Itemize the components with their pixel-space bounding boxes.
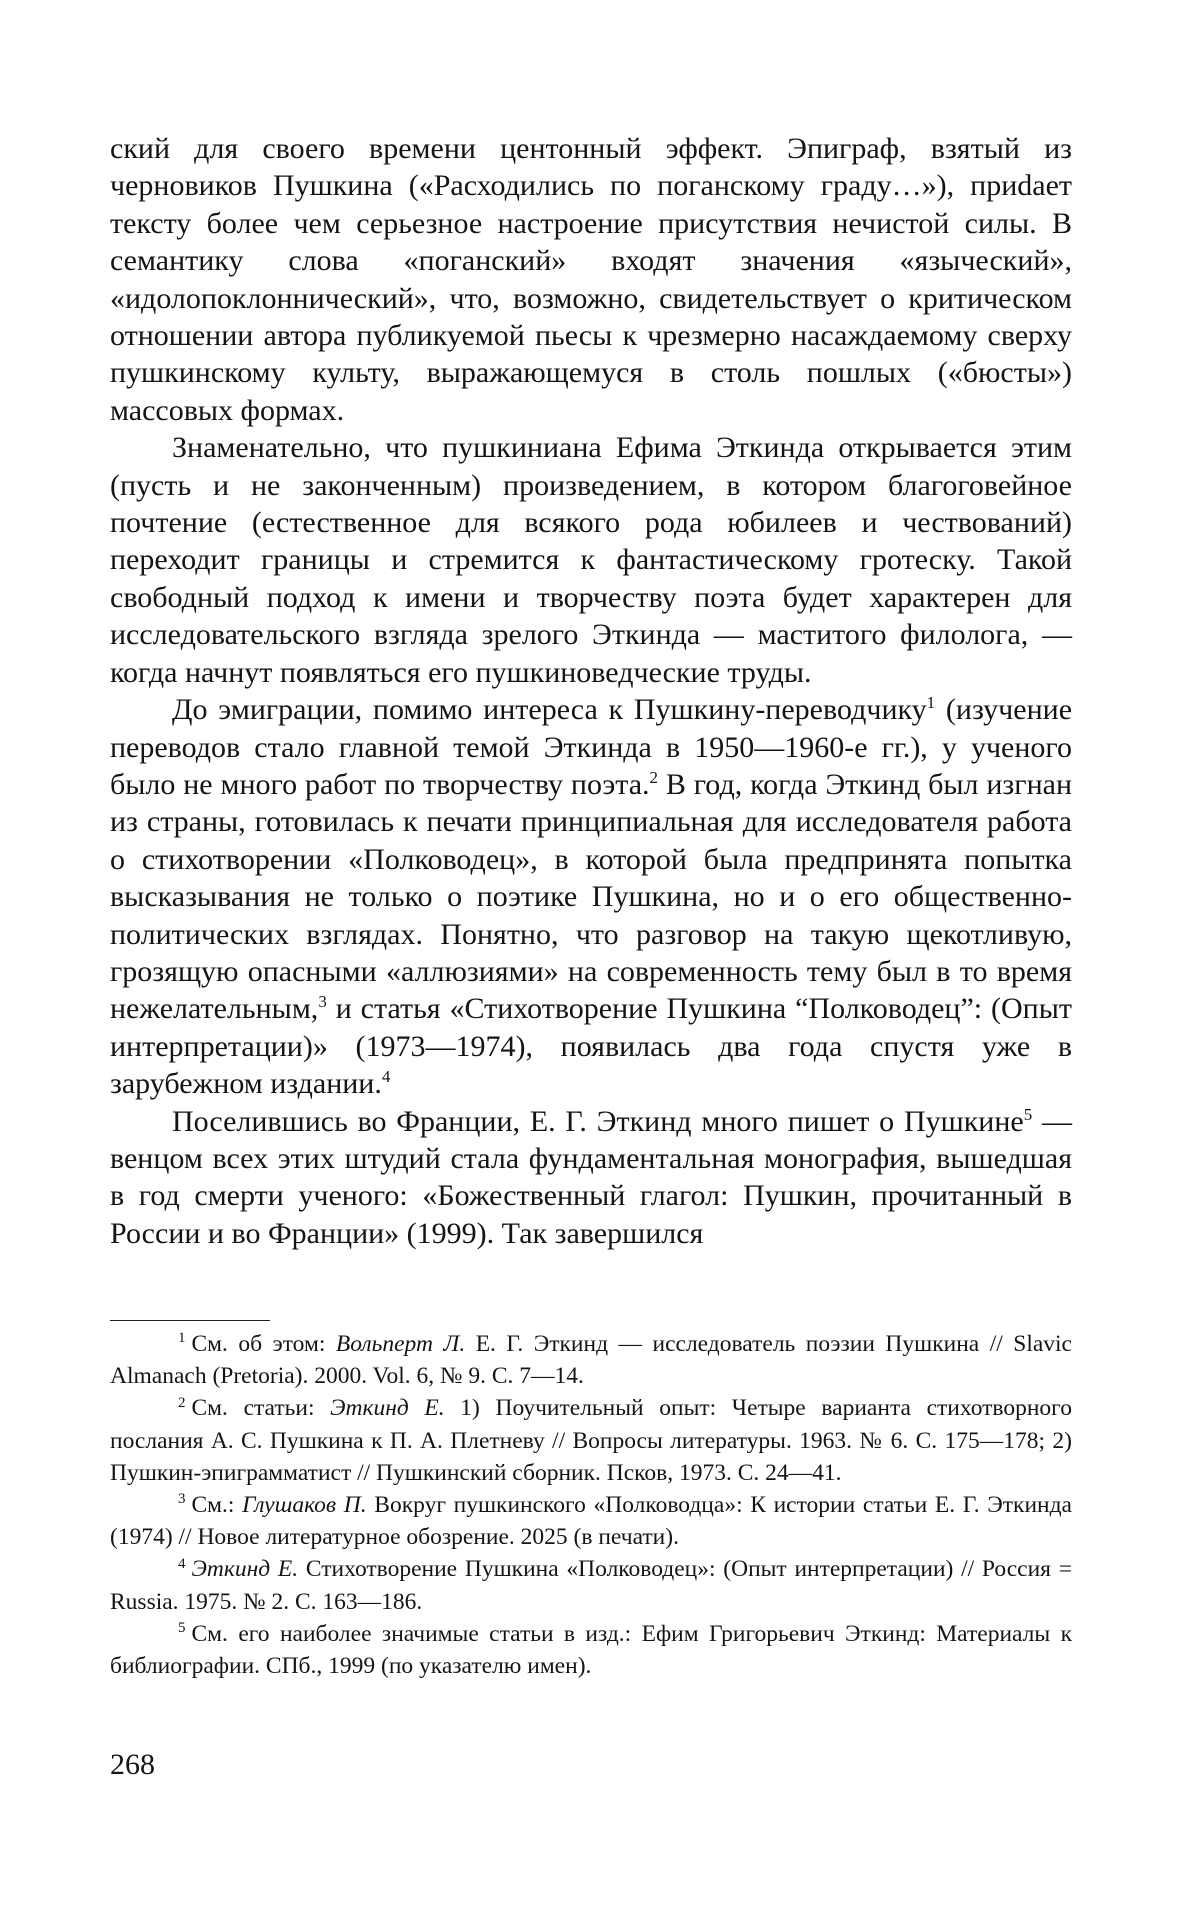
footnote-5 — [110, 1618, 1072, 1682]
footnote-ref-4[interactable]: 4 — [381, 1067, 391, 1087]
footnotes — [110, 1328, 1072, 1682]
footnote-text: Вокруг пушкинского «Полководца»: К истории статьи Е. Г. Эткинда (1974) // Новое литературное обозрение. 2025 (в печати). — [110, 1492, 1072, 1551]
footnote-text: См. статьи: — [191, 1395, 331, 1422]
footnote-divider — [110, 1320, 270, 1321]
footnote-number: 1 — [178, 1330, 186, 1347]
main-text — [110, 130, 1072, 1252]
footnote-2 — [110, 1392, 1072, 1489]
footnote-text: Е. Г. Эткинд — исследователь поэзии Пушкина // Slavic Almanach (Pretoria). 2000. Vol. 6, № 9. С. 7—14. — [110, 1331, 1072, 1390]
footnote-text: См. его наиболее значимые статьи в изд.: Ефим Григорьевич Эткинд: Материалы к библиографии. СПб., 1999 (по указателю имен). — [110, 1620, 1072, 1680]
paragraph-3-text-c: В год, когда Эткинд был изгнан из страны, готовилась к печати принципиальная для исследователя работа о стихотворении «Полководец», в которой была предпринята попытка высказывания не только о поэтике Пушкина, но и о его общественно-политических взглядах. Понятно, что разговор на такую щекотливую, грозящую опасными «аллюзиями» на современность тему был в то время нежелательным, — [110, 767, 1072, 1026]
footnote-number: 4 — [178, 1555, 186, 1572]
footnote-1 — [110, 1328, 1072, 1392]
paragraph-3-text-b: (изучение переводов стало главной темой Эткинда в 1950—1960-е гг.), у ученого было не много работ по творчеству поэта. — [110, 693, 1073, 801]
footnote-ref-1[interactable]: 1 — [926, 693, 936, 713]
footnote-3 — [110, 1489, 1072, 1553]
footnote-text: См.: — [191, 1492, 243, 1519]
footnote-text: См. об этом: — [191, 1331, 336, 1357]
page-number: 268 — [110, 1748, 155, 1781]
footnote-author: Глушаков П. — [242, 1492, 367, 1519]
footnote-ref-2[interactable]: 2 — [649, 767, 659, 787]
footnote-4 — [110, 1553, 1072, 1617]
footnote-ref-5[interactable]: 5 — [1023, 1104, 1033, 1124]
footnote-ref-3[interactable]: 3 — [318, 992, 327, 1012]
footnote-number: 5 — [178, 1620, 186, 1636]
paragraph-1: ский для своего времени центонный эффект. Эпиграф, взятый из черновиков Пушкина («Расходились по поганскому граду…»), приdает тексту более чем серьезное настроение присутствия нечистой силы. В семантику слова «поганский» входят значения «языческий», «идолопоклоннический», что, возможно, свидетельствует о критическом отношении автора публикуемой пьесы к чрезмерно насаждаемому сверху пушкинскому культу, выражающемуся в столь пошлых («бюсты») массовых формах. — [110, 132, 1072, 427]
footnote-number: 2 — [178, 1394, 186, 1411]
footnote-author: Эткинд Е. — [330, 1395, 445, 1422]
paragraph-2: Знаменательно, что пушкиниана Ефима Эткинда открывается этим (пусть и не законченным) произведением, в котором благоговейное почтение (естественное для всякого рода юбилеев и чествований) переходит границы и стремится к фантастическому гротеску. Такой свободный подход к имени и творчеству поэта будет характерен для исследовательского взгляда зрелого Эткинда — маститого филолога, — когда начнут появляться его пушкиноведческие труды. — [110, 431, 1072, 689]
footnote-text: Стихотворение Пушкина «Полководец»: (Опыт интерпретации) // Россия = Russia. 1975. № 2. С. 163—186. — [110, 1556, 1072, 1615]
paragraph-3-text-a: До эмиграции, помимо интереса к Пушкину-переводчику — [172, 693, 927, 727]
footnote-text: 1) Поучительный опыт: Четыре варианта стихотворного послания А. С. Пушкина к П. А. Плетневу // Вопросы литературы. 1963. № 6. С. 175—178; 2) Пушкин-эпиграмматист // Пушкинский сборник. Псков, 1973. С. 24—41. — [110, 1395, 1072, 1486]
paragraph-3 — [110, 691, 1072, 1102]
paragraph-4-text-a: Поселившись во Франции, Е. Г. Эткинд много пишет о Пушкине — [172, 1104, 1024, 1138]
paragraph-3-text-d: и статья «Стихотворение Пушкина “Полководец”: (Опыт интерпретации)» (1973—1974), появилась два года спустя уже в зарубежном издании. — [110, 992, 1072, 1101]
footnote-author: Эткинд Е. — [191, 1556, 299, 1583]
paragraph-4-text-b: — венцом всех этих штудий стала фундаментальная монография, вышедшая в год смерти ученого: «Божественный глагол: Пушкин, прочитанный в России и во Франции» (1999). Так завершился — [110, 1104, 1073, 1250]
footnote-number: 3 — [178, 1491, 186, 1508]
footnote-author: Вольперт Л. — [335, 1331, 466, 1357]
paragraph-4 — [110, 1103, 1072, 1253]
